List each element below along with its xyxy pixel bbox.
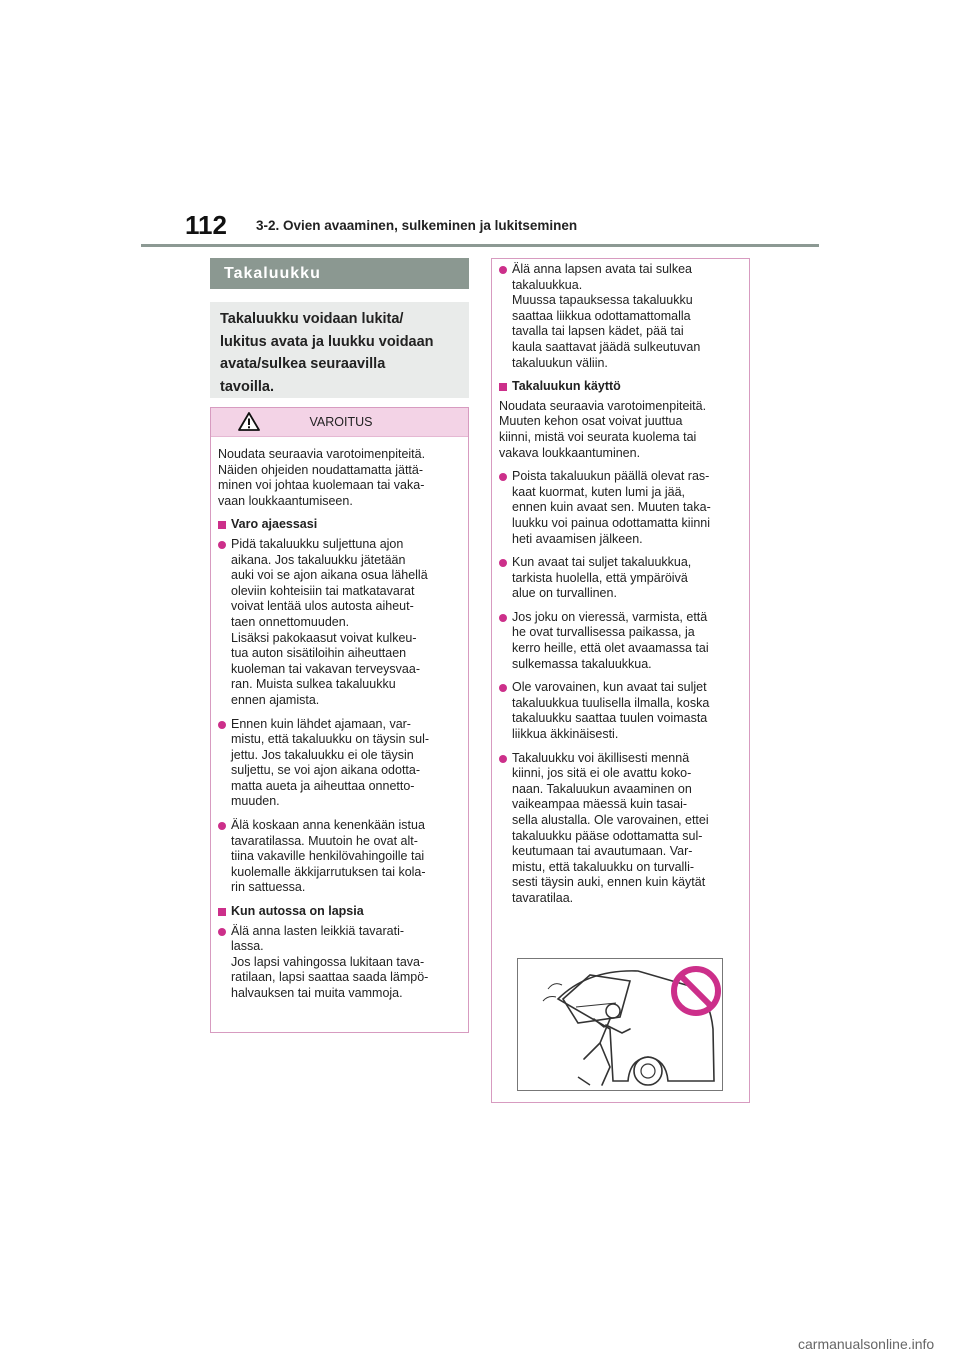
warning-header (211, 408, 468, 437)
bullet-icon (218, 928, 226, 936)
warning-box (210, 407, 469, 1033)
bullet-icon (499, 559, 507, 567)
subheading (218, 517, 461, 533)
bullet-icon (499, 614, 507, 622)
bullet-icon (218, 721, 226, 729)
square-bullet-icon (218, 908, 226, 916)
bullet-icon (499, 755, 507, 763)
list-item-text: Jos joku on vieressä, varmista, että he ovat turvallisessa paikassa, ja kerro heille, että olet avaamassa tai sulkemassa takaluukkua. (512, 609, 709, 671)
list-item (499, 610, 742, 672)
tailgate-illustration-icon (518, 959, 723, 1091)
list-item-text: Kun avaat tai suljet takaluukkua, tarkista huolella, että ympäröivä alue on turvallinen. (512, 555, 692, 601)
section-intro: Takaluukku voidaan lukita/ lukitus avata ja luukku voidaan avata/sulkea seuraavilla tavoilla. (210, 302, 469, 398)
list-item (499, 262, 742, 371)
list-item (499, 469, 742, 547)
list-item-text: Takaluukku voi äkillisesti mennä kiinni, jos sitä ei ole avattu koko- naan. Takaluukun avaaminen on vaikeampaa mäessä kuin tasai- sella alustalla. Ole varovainen, ettei takaluukku pääse odottamatta sul- keutumaan tai avautumaan. Var- mistu, että takaluukku on turvalli- sesti täysin auki, ennen kuin käytät tavaratilaa. (512, 750, 709, 905)
subheading-text: Takaluukun käyttö (512, 379, 621, 394)
section-title: Takaluukku (210, 258, 469, 289)
list-item (499, 680, 742, 742)
square-bullet-icon (218, 521, 226, 529)
illustration-tailgate-warning (517, 958, 723, 1091)
warning-triangle-icon (238, 412, 260, 431)
list-item (218, 537, 461, 709)
bullet-icon (499, 684, 507, 692)
header-rule (141, 244, 819, 247)
page-number: 112 (185, 210, 227, 240)
chapter-title: 3-2. Ovien avaaminen, sulkeminen ja lukitseminen (256, 218, 578, 233)
warning-intro: Noudata seuraavia varotoimenpiteitä. Näiden ohjeiden noudattamatta jättä- minen voi johtaa kuolemaan tai vaka- vaan loukkaantumiseen. (218, 447, 426, 508)
list-item (218, 717, 461, 811)
list-item-text: Älä koskaan anna kenenkään istua tavaratilassa. Muutoin he ovat alt- tiina vakaville henkilövahingoille tai kuolemalle äkkijarrutuksen tai kola- rin sattuessa. (231, 818, 426, 895)
list-item-text: Poista takaluukun päällä olevat ras- kaat kuormat, kuten lumi ja jää, ennen kuin avaat sen. Muuten taka- luukku voi painua odottamatta kiinni heti avaamisen jälkeen. (512, 469, 711, 546)
list-item-text: Pidä takaluukku suljettuna ajon aikana. Jos takaluukku jätetään auki voi se ajon aikana osua lähellä oleviin kohteisiin tai matkatavarat voivat lentää ulos autosta aiheut- taen onnettomuuden. Lisäksi pakokaasut voivat kulkeu- tua auton sisätiloihin aiheuttaen kuoleman tai vakavan terveysvaa- ran. Muista sulkea takaluukku ennen ajamista. (231, 536, 428, 707)
subheading-text: Kun autossa on lapsia (231, 904, 364, 919)
list-item (218, 924, 461, 1002)
list-item-text: Ennen kuin lähdet ajamaan, var- mistu, että takaluukku on täysin sul- jettu. Jos takaluukku ei ole täysin suljettu, se voi ajon aikana odotta- matta aueta ja aiheuttaa onnetto- muuden. (231, 716, 430, 809)
list-item-text: Älä anna lasten leikkiä tavarati- lassa. Jos lapsi vahingossa lukitaan tava- ratilaan, lapsi saattaa saada lämpö- halvauksen tai muita vammoja. (231, 923, 429, 1000)
subheading (499, 379, 742, 395)
list-item (218, 818, 461, 896)
bullet-icon (499, 266, 507, 274)
subheading (218, 904, 461, 920)
bullet-icon (218, 822, 226, 830)
subheading-text: Varo ajaessasi (231, 517, 318, 532)
square-bullet-icon (499, 383, 507, 391)
footer-watermark: carmanualsonline.info (798, 1336, 935, 1352)
warning-label: VAROITUS (309, 415, 373, 429)
bullet-icon (218, 541, 226, 549)
bullet-icon (499, 473, 507, 481)
list-item (499, 555, 742, 602)
paragraph: Noudata seuraavia varotoimenpiteitä. Muuten kehon osat voivat juuttua kiinni, mistä voi seurata kuolema tai vakava loukkaantuminen. (499, 398, 707, 460)
list-item-text: Älä anna lapsen avata tai sulkea takaluukkua. Muussa tapauksessa takaluukku saattaa liikkua odottamattomalla tavalla tai lapsen kädet, pää tai kaula saattavat jäädä sulkeutuvan takaluukun väliin. (512, 262, 701, 370)
list-item-text: Ole varovainen, kun avaat tai suljet takaluukkua tuulisella ilmalla, koska takaluukku saattaa tuulen voimasta liikkua äkkinäisesti. (512, 680, 710, 742)
list-item (499, 751, 742, 907)
